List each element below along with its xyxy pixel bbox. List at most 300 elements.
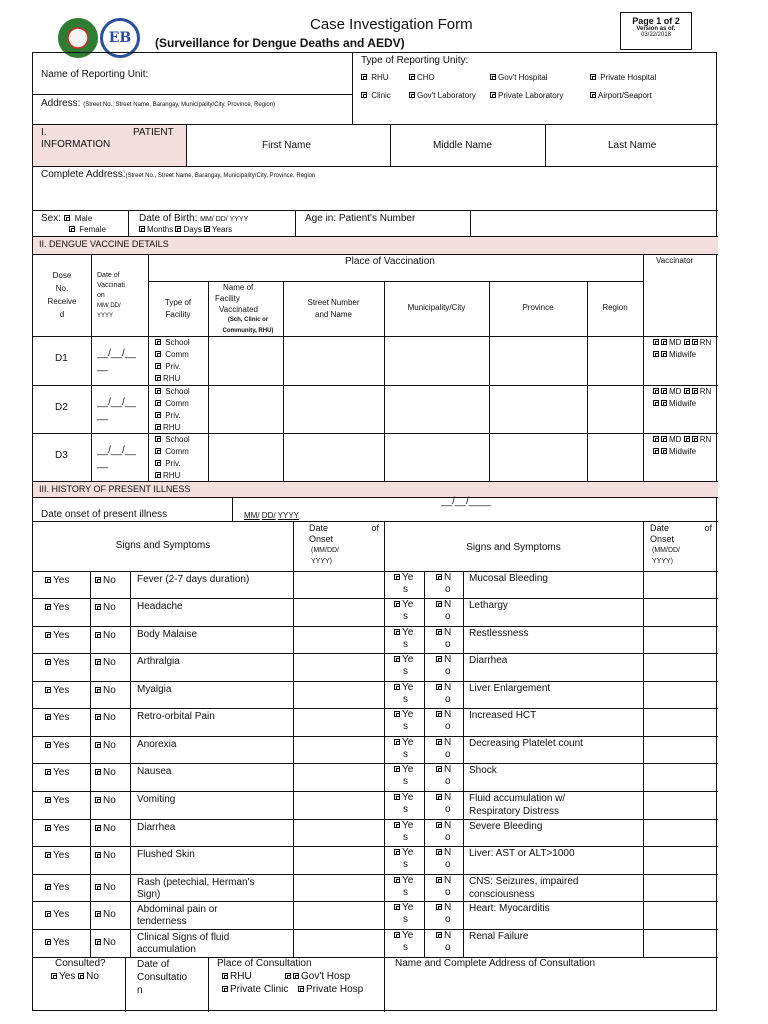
symptom-onset-field[interactable] xyxy=(645,628,715,651)
street-header xyxy=(283,297,384,321)
symptom-onset-field[interactable] xyxy=(645,821,715,844)
no-split-part: o xyxy=(445,749,451,760)
symptom-name-line: Liver Enlargement xyxy=(469,683,551,694)
symptom-name-line: Arthralgia xyxy=(137,656,180,667)
date-header-line: on xyxy=(97,292,105,299)
no-split-part: N xyxy=(444,930,452,941)
symptom-onset-field[interactable] xyxy=(295,903,381,927)
yes-label: Yes xyxy=(53,630,70,641)
symptom-yes-checkbox[interactable] xyxy=(394,572,413,596)
facility-type-label: Comm xyxy=(165,350,189,359)
epidemiology-bureau-logo: EB xyxy=(100,18,140,58)
no-split-part: N xyxy=(444,764,452,775)
symptom-onset-field[interactable] xyxy=(295,710,381,734)
consulted-options[interactable] xyxy=(51,971,99,983)
checkbox-icon xyxy=(64,215,70,221)
consult-place-gov-hosp[interactable] xyxy=(285,971,350,983)
yes-split-line xyxy=(394,709,413,721)
symptom-yes-checkbox[interactable] xyxy=(45,712,69,724)
symptom-name xyxy=(137,822,175,834)
yes-label: Yes xyxy=(53,823,70,834)
symptom-no-checkbox[interactable] xyxy=(95,882,116,894)
symptom-yes-checkbox[interactable] xyxy=(45,685,69,697)
checkbox-icon xyxy=(155,339,161,345)
yes-split-part: Ye xyxy=(402,682,414,693)
symptom-name xyxy=(469,902,550,915)
type-option-clinic[interactable] xyxy=(361,91,391,101)
checkbox-icon xyxy=(95,577,101,583)
facility-type-option xyxy=(155,410,190,422)
symptom-onset-field[interactable] xyxy=(645,848,715,872)
symptom-name xyxy=(469,709,536,722)
consult-place-label: Private Clinic xyxy=(230,984,289,995)
symptom-name-line: Respiratory Distress xyxy=(469,806,560,817)
symptom-no-checkbox[interactable] xyxy=(95,937,116,949)
symptom-onset-field[interactable] xyxy=(645,655,715,679)
middle-name-label: Middle Name xyxy=(433,140,492,151)
address-label xyxy=(41,98,275,110)
place-of-vaccination-header: Place of Vaccination xyxy=(345,256,435,267)
no-split-line xyxy=(436,682,451,694)
vaccination-date-header xyxy=(97,271,145,321)
consult-name-address-label: Name and Complete Address of Consultation xyxy=(395,958,596,969)
vaccinator-midwife-label: Midwife xyxy=(669,447,697,456)
dose-date-blank-tail: __ xyxy=(97,361,109,372)
checkbox-icon xyxy=(95,911,101,917)
yes-split-part: s xyxy=(403,639,408,650)
checkbox-icon xyxy=(45,604,51,610)
yes-split-part: Ye xyxy=(402,847,414,858)
vaccinator-md: MD xyxy=(669,435,682,444)
checkbox-icon xyxy=(78,973,84,979)
symptom-no-checkbox[interactable] xyxy=(436,792,451,816)
symptom-onset-field[interactable] xyxy=(645,765,715,789)
type-option-private-lab[interactable] xyxy=(490,91,563,101)
facility-type-label: Priv. xyxy=(165,459,181,468)
type-option-gov-hospital[interactable] xyxy=(490,73,548,83)
yes-split-part: s xyxy=(403,776,408,787)
onset-header-of: of xyxy=(704,523,712,533)
symptom-name-line: Headache xyxy=(137,601,183,612)
row-divider xyxy=(33,598,718,599)
street-header-line: Street Number xyxy=(307,298,360,307)
row-divider xyxy=(33,681,718,682)
dob-format: MM/ DD/ YYYY xyxy=(200,216,249,223)
version-date: 03/22/2018 xyxy=(640,32,672,38)
row-divider xyxy=(33,901,718,902)
checkbox-icon xyxy=(684,339,690,345)
dose-date-blank: __/__/__ xyxy=(97,397,136,408)
symptom-name xyxy=(469,599,508,612)
consult-place-rhu[interactable] xyxy=(222,971,252,983)
symptom-onset-field[interactable] xyxy=(645,683,715,706)
checkbox-icon xyxy=(661,388,667,394)
checkbox-icon xyxy=(653,388,659,394)
sex-female-label: Female xyxy=(79,225,106,234)
patient-section-number: I. xyxy=(41,127,47,138)
symptom-name-line: Sign) xyxy=(137,889,161,900)
facility-type-options[interactable] xyxy=(155,434,190,482)
checkbox-icon xyxy=(361,92,367,98)
facility-type-options[interactable] xyxy=(155,337,190,385)
symptom-no-checkbox[interactable] xyxy=(436,764,451,788)
dose-date-field[interactable] xyxy=(97,347,136,373)
row-divider xyxy=(33,846,718,847)
symptom-no-checkbox[interactable] xyxy=(436,572,451,596)
symptom-yes-checkbox[interactable] xyxy=(45,630,69,642)
symptom-onset-field[interactable] xyxy=(645,573,715,596)
last-name-label: Last Name xyxy=(608,140,657,151)
type-option-airport[interactable] xyxy=(590,91,652,101)
symptom-onset-field[interactable] xyxy=(295,876,381,899)
symptom-name-line: Lethargy xyxy=(469,600,508,611)
dose-label: D3 xyxy=(55,450,68,461)
facility-type-option xyxy=(155,361,190,373)
symptom-no-checkbox[interactable] xyxy=(436,627,451,651)
symptom-no-checkbox[interactable] xyxy=(95,850,116,862)
symptom-name-line: Mucosal Bleeding xyxy=(469,573,548,584)
no-label: No xyxy=(103,823,116,834)
no-split-part: N xyxy=(444,875,452,886)
checkbox-icon xyxy=(436,766,442,772)
symptom-no-checkbox[interactable] xyxy=(436,709,451,733)
no-split-part: N xyxy=(444,627,452,638)
version-label: Version as of: xyxy=(636,26,676,32)
symptom-name-line: Shock xyxy=(469,765,497,776)
checkbox-icon xyxy=(45,825,51,831)
symptom-no-checkbox[interactable] xyxy=(95,909,116,921)
symptom-no-checkbox[interactable] xyxy=(436,599,451,623)
symptom-onset-field[interactable] xyxy=(645,903,715,927)
dose-date-blank: __/__/__ xyxy=(97,445,136,456)
checkbox-icon xyxy=(661,339,667,345)
checkbox-icon xyxy=(95,742,101,748)
vaccinator-options[interactable] xyxy=(653,386,711,410)
no-split-line xyxy=(436,709,451,721)
symptom-onset-field[interactable] xyxy=(295,931,381,955)
no-label: No xyxy=(103,712,116,723)
facility-type-option xyxy=(155,349,190,361)
no-split-part: N xyxy=(444,709,452,720)
symptom-name xyxy=(469,572,548,585)
yes-split-part: s xyxy=(403,666,408,677)
symptom-onset-field[interactable] xyxy=(295,793,381,817)
symptom-yes-checkbox[interactable] xyxy=(394,764,413,788)
yes-label: Yes xyxy=(53,602,70,613)
yes-split-line xyxy=(394,820,413,832)
facility-type-option xyxy=(155,434,190,446)
symptom-yes-checkbox[interactable] xyxy=(45,823,69,835)
no-split-part: o xyxy=(445,611,451,622)
yes-label: Yes xyxy=(53,909,70,920)
facility-type-label: Priv. xyxy=(165,411,181,420)
yes-split-line xyxy=(394,930,413,942)
facility-type-options[interactable] xyxy=(155,386,190,434)
symptom-yes-checkbox[interactable] xyxy=(394,847,413,871)
consult-place-label: Gov't Hosp xyxy=(301,971,351,982)
no-label: No xyxy=(103,685,116,696)
date-header-line: Date of xyxy=(97,272,120,279)
yes-split-part: s xyxy=(403,804,408,815)
age-unit-options[interactable] xyxy=(139,225,232,235)
checkbox-icon xyxy=(684,436,690,442)
symptom-no-checkbox[interactable] xyxy=(95,685,116,697)
facility-type-option xyxy=(155,398,190,410)
symptom-name-line: Flushed Skin xyxy=(137,849,195,860)
symptom-yes-checkbox[interactable] xyxy=(394,875,413,899)
symptom-yes-checkbox[interactable] xyxy=(45,909,69,921)
yes-label: Yes xyxy=(53,767,70,778)
consult-place-label: Private Hosp xyxy=(306,984,364,995)
row-divider xyxy=(33,763,718,764)
column-divider xyxy=(130,571,131,957)
symptom-yes-checkbox[interactable] xyxy=(45,740,69,752)
vaccinator-header: Vaccinator xyxy=(656,256,694,265)
symptom-no-checkbox[interactable] xyxy=(95,795,116,807)
complete-address-label xyxy=(41,169,315,181)
facility-name-line: Vaccinated xyxy=(219,305,258,314)
type-option-label: Clinic xyxy=(371,91,391,100)
consult-place-private-hosp[interactable] xyxy=(298,984,363,996)
dose-date-field[interactable] xyxy=(97,396,136,422)
symptom-name-line: Retro-orbital Pain xyxy=(137,711,215,722)
complete-address-hint: (Street No., Street Name, Barangay, Municipality/City, Province, Region xyxy=(125,173,316,179)
symptom-onset-field[interactable] xyxy=(295,655,381,679)
vaccinator-options[interactable] xyxy=(653,434,711,458)
dose-header-line: No. xyxy=(55,284,69,293)
symptom-onset-field[interactable] xyxy=(645,876,715,899)
symptom-name-line: Clinical Signs of fluid xyxy=(137,932,230,943)
yes-label: Yes xyxy=(53,937,70,948)
no-label: No xyxy=(103,630,116,641)
symptom-name xyxy=(137,877,255,901)
age-unit-years: Years xyxy=(211,225,233,234)
symptom-yes-checkbox[interactable] xyxy=(394,820,413,844)
facility-type-label: School xyxy=(165,387,190,396)
symptom-yes-checkbox[interactable] xyxy=(394,930,413,954)
symptom-yes-checkbox[interactable] xyxy=(45,575,69,587)
symptom-onset-field[interactable] xyxy=(645,931,715,955)
checkbox-icon xyxy=(394,794,400,800)
symptom-name-line: Severe Bleeding xyxy=(469,821,543,832)
reporting-unit-label: Name of Reporting Unit: xyxy=(41,69,149,80)
age-label: Age in: Patient's Number xyxy=(305,213,416,224)
checkbox-icon xyxy=(436,601,442,607)
no-label: No xyxy=(103,767,116,778)
consult-place-private-clinic[interactable] xyxy=(222,984,288,996)
facility-type-label: RHU xyxy=(163,423,181,432)
symptom-onset-field[interactable] xyxy=(295,683,381,706)
symptom-no-checkbox[interactable] xyxy=(95,712,116,724)
yes-split-line xyxy=(394,654,413,666)
symptom-name-line: Decreasing Platelet count xyxy=(469,738,583,749)
sex-label xyxy=(41,213,92,225)
symptom-no-checkbox[interactable] xyxy=(95,575,116,587)
yes-label: Yes xyxy=(53,740,70,751)
symptom-no-checkbox[interactable] xyxy=(95,630,116,642)
symptom-name xyxy=(137,629,197,641)
no-split-part: o xyxy=(445,584,451,595)
symptom-onset-field[interactable] xyxy=(295,848,381,872)
facility-name-hint-line: Community, RHU) xyxy=(222,328,274,334)
yes-label: Yes xyxy=(53,850,70,861)
reporting-type-label: Type of Reporting Unity: xyxy=(361,55,469,66)
column-divider xyxy=(90,571,91,957)
symptom-name-line: accumulation xyxy=(137,944,196,955)
onset-format-yyyy: YYYY xyxy=(277,511,299,520)
dob-label-text: Date of Birth: xyxy=(139,213,198,224)
type-option-gov-lab[interactable] xyxy=(409,91,476,101)
symptom-onset-field[interactable] xyxy=(645,738,715,761)
onset-header-of: of xyxy=(371,523,379,533)
symptom-onset-field[interactable] xyxy=(295,821,381,844)
vaccinator-md-rn xyxy=(653,337,711,349)
row-divider xyxy=(33,653,718,654)
type-option-private-hospital[interactable] xyxy=(590,73,656,83)
symptom-yes-checkbox[interactable] xyxy=(45,882,69,894)
onset-date-blank[interactable]: __/__/____ xyxy=(441,496,492,507)
checkbox-icon xyxy=(204,226,210,232)
symptom-no-checkbox[interactable] xyxy=(436,930,451,954)
symptom-yes-checkbox[interactable] xyxy=(394,792,413,816)
dose-header xyxy=(33,269,91,321)
type-header-line: Type of xyxy=(164,298,192,307)
onset-header-format: (MM/DD/ xyxy=(311,547,339,554)
consult-date-line: Date of xyxy=(137,959,170,970)
dose-date-field[interactable] xyxy=(97,444,136,470)
consult-date-line: Consultatio xyxy=(137,972,188,983)
symptom-yes-checkbox[interactable] xyxy=(394,737,413,761)
checkbox-icon xyxy=(661,436,667,442)
yes-split-part: Ye xyxy=(402,709,414,720)
no-split-part: o xyxy=(445,666,451,677)
onset-header-format: YYYY) xyxy=(311,558,333,565)
checkbox-icon xyxy=(394,739,400,745)
checkbox-icon xyxy=(490,74,496,80)
symptom-yes-checkbox[interactable] xyxy=(45,795,69,807)
checkbox-icon xyxy=(155,363,161,369)
symptom-no-checkbox[interactable] xyxy=(95,602,116,614)
dose-header-line: Dose xyxy=(52,271,72,280)
sex-male-option[interactable]: Male xyxy=(74,214,93,223)
date-header-line: Vaccinati xyxy=(97,282,125,289)
yes-split-part: Ye xyxy=(402,654,414,665)
onset-format xyxy=(244,511,299,521)
symptom-yes-checkbox[interactable] xyxy=(45,657,69,669)
checkbox-icon xyxy=(692,339,698,345)
symptom-onset-field[interactable] xyxy=(645,793,715,817)
checkbox-icon xyxy=(95,659,101,665)
yes-split-part: s xyxy=(403,914,408,925)
checkbox-icon xyxy=(69,226,75,232)
symptom-name xyxy=(469,737,583,750)
checkbox-icon xyxy=(45,714,51,720)
symptom-name-line: Increased HCT xyxy=(469,710,537,721)
type-option-cho[interactable] xyxy=(409,73,435,83)
symptom-yes-checkbox[interactable] xyxy=(45,850,69,862)
form-sheet xyxy=(32,52,717,1011)
checkbox-icon xyxy=(51,973,57,979)
symptom-name xyxy=(469,764,497,777)
symptom-yes-checkbox[interactable] xyxy=(394,682,413,706)
onset-header-word: Onset xyxy=(650,534,675,544)
symptom-yes-checkbox[interactable] xyxy=(45,602,69,614)
vaccinator-midwife xyxy=(653,398,711,410)
row-divider xyxy=(33,957,718,958)
symptom-no-checkbox[interactable] xyxy=(436,654,451,678)
type-option-rhu[interactable] xyxy=(361,73,389,83)
sex-female-option[interactable] xyxy=(69,225,106,235)
vaccinator-md-rn xyxy=(653,386,711,398)
facility-name-line: Name of xyxy=(223,283,254,292)
no-label: No xyxy=(103,740,116,751)
age-unit-days: Days xyxy=(183,225,202,234)
checkbox-icon xyxy=(298,986,304,992)
vaccinator-midwife xyxy=(653,349,711,361)
symptom-no-checkbox[interactable] xyxy=(95,657,116,669)
symptom-yes-checkbox[interactable] xyxy=(45,937,69,949)
symptom-yes-checkbox[interactable] xyxy=(394,709,413,733)
type-option-label: Gov't Laboratory xyxy=(417,91,476,100)
region-header: Region xyxy=(602,303,628,312)
row-divider xyxy=(33,819,718,820)
checkbox-icon xyxy=(155,424,161,430)
symptom-onset-field[interactable] xyxy=(295,600,381,624)
onset-label: Date onset of present illness xyxy=(41,509,168,520)
symptom-no-checkbox[interactable] xyxy=(436,820,451,844)
symptom-onset-field[interactable] xyxy=(295,765,381,789)
symptom-onset-field[interactable] xyxy=(645,600,715,624)
symptom-no-checkbox[interactable] xyxy=(436,875,451,899)
symptom-yes-checkbox[interactable] xyxy=(394,627,413,651)
onset-header-format: (MM/DD/ xyxy=(652,547,680,554)
no-label: No xyxy=(103,575,116,586)
consult-place-label: RHU xyxy=(230,971,252,982)
symptom-name-line: consciousness xyxy=(469,889,535,900)
symptom-yes-checkbox[interactable] xyxy=(394,654,413,678)
no-split-part: N xyxy=(444,792,452,803)
symptom-no-checkbox[interactable] xyxy=(95,823,116,835)
place-of-consultation-label: Place of Consultation xyxy=(217,958,312,969)
date-format-line: MM/ DD/ xyxy=(97,303,121,309)
yes-split-part: Ye xyxy=(402,627,414,638)
facility-type-option xyxy=(155,446,190,458)
no-split-line xyxy=(436,654,451,666)
symptom-onset-field[interactable] xyxy=(295,573,381,596)
symptom-yes-checkbox[interactable] xyxy=(45,767,69,779)
symptom-yes-checkbox[interactable] xyxy=(394,599,413,623)
checkbox-icon xyxy=(45,797,51,803)
row-divider xyxy=(33,626,718,627)
no-split-part: o xyxy=(445,887,451,898)
symptom-no-checkbox[interactable] xyxy=(436,682,451,706)
symptom-no-checkbox[interactable] xyxy=(95,740,116,752)
municipality-header: Municipality/City xyxy=(407,303,466,312)
checkbox-icon xyxy=(590,92,596,98)
symptom-onset-field[interactable] xyxy=(645,710,715,734)
symptom-no-checkbox[interactable] xyxy=(436,902,451,926)
symptom-onset-field[interactable] xyxy=(295,628,381,651)
symptom-yes-checkbox[interactable] xyxy=(394,902,413,926)
symptom-no-checkbox[interactable] xyxy=(436,737,451,761)
symptom-no-checkbox[interactable] xyxy=(436,847,451,871)
vaccinator-options[interactable] xyxy=(653,337,711,361)
signs-header-right: Signs and Symptoms xyxy=(466,542,561,553)
symptom-onset-field[interactable] xyxy=(295,738,381,761)
no-split-line xyxy=(436,930,451,942)
symptom-no-checkbox[interactable] xyxy=(95,767,116,779)
no-split-part: o xyxy=(445,721,451,732)
